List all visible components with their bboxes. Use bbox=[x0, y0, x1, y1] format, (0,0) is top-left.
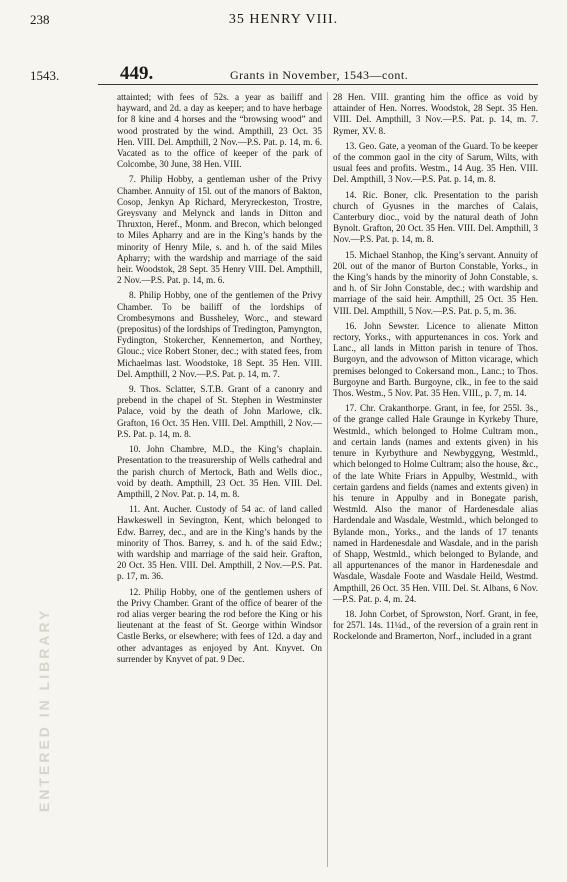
left-column bbox=[117, 92, 322, 669]
running-title: 35 HENRY VIII. bbox=[228, 12, 339, 27]
right-column bbox=[333, 92, 538, 647]
page-number: 238 bbox=[30, 12, 50, 27]
entry-paragraph: 10. John Chambre, M.D., the King’s chaplain. Presentation to the treasurership of Wells cathedral and the parish church of Mertock, Bath and Wells dioc., void by death. Ampthill, 23 Oct. 35 Hen. VIII. Del. Ampthill, 2 Nov. Pat. p. 14, m. 8. bbox=[117, 444, 322, 499]
entry-paragraph: 11. Ant. Aucher. Custody of 54 ac. of land called Hawkeswell in Sevington, Kent, which belonged to Edw. Barrey, dec., and are in the King’s hands by the minority of Thos. Barrey, s. and h. of the said Edw.; with wardship and marriage of the said heir. Grafton, 20 Oct. 35 Hen. VIII. Del. Ampthill, 2 Nov.—P.S. Pat. p. 17, m. 36. bbox=[117, 504, 322, 582]
entry-paragraph: 12. Philip Hobby, one of the gentlemen ushers of the Privy Chamber. Grant of the office of bearer of the rod alias verger bearing the rod before the King or his lieutenant at the feast of St. George within Windsor Castle Berks, or elsewhere; with fees of 12d. a day and other advantages as enjoyed by Ant. Knyvet. On surrender by Knyvet of pat. 9 Dec. bbox=[117, 586, 322, 664]
column-divider bbox=[327, 92, 328, 867]
entry-paragraph: attainted; with fees of 52s. a year as bailiff and hayward, and 2d. a day as keeper; and to have herbage for 8 kine and 4 horses and the “browsing wood” and wood prostrated by the wind. Ampthill, 23 Oct. 35 Hen. VIII. Del. Ampthill, 2 Nov.—P.S. Pat. p. 14, m. 6. Vacated as to the office of keeper of the park of Colcombe, 30 June, 38 Hen. VIII. bbox=[117, 92, 322, 170]
header-rule bbox=[98, 84, 538, 85]
entry-paragraph: 18. John Corbet, of Sprowston, Norf. Grant, in fee, for 257l. 14s. 11¼d., of the reversion of a grain rent in Rockelonde and Bramerton, Norf., included in a grant bbox=[333, 608, 538, 642]
library-stamp: ENTERED IN LIBRARY bbox=[36, 607, 52, 813]
entry-paragraph: 17. Chr. Crakanthorpe. Grant, in fee, for 255l. 3s., of the grange called Hale Graunge in Kyrkeby Thure, Westmld., which belonged to Holme Cultram mon., and certain lands (names and extents given) in his tenure in Kyrbythure and Newbyggyng, Westmld., which belonged to Holme Cultram; also the house, &c., of the late White Friars in Appulby, Westmld., with certain gardens and fields (names and extents given) in his tenure in Appulby and in Bonegate parish, Westmld. Also the manor of Hardenesdale alias Hardendale and Wasdale, Westmld., which belonged to Bylande mon., Yorks., and the lands of 17 tenants named in Hardenesdale and Wasdale, and in the parish of Shapp, Westmld., which belonged to Bylande, and all appurtenances of the manor in Hardenesdale and Wasdale, Wasdale Foote and Wasdale Heild, Westmd. Ampthill, 26 Oct. 35 Hen. VIII. Del. St. Albans, 6 Nov.—P.S. Pat. p. 4, m. 24. bbox=[333, 403, 538, 604]
entry-paragraph: 13. Geo. Gate, a yeoman of the Guard. To be keeper of the common gaol in the city of Sarum, Wilts, with usual fees and profits. Westm., 14 Aug. 35 Hen. VIII. Del. Ampthill, 3 Nov.—P.S. Pat. p. 14, m. 8. bbox=[333, 140, 538, 185]
year-margin: 1543. bbox=[30, 68, 60, 83]
document-number: 449. bbox=[120, 63, 154, 84]
entry-paragraph: 16. John Sewster. Licence to alienate Mitton rectory, Yorks., with appurtenances in cos. York and Lanc., all lands in Mitton parish in tenure of Thos. Burgoyn, and the advowson of Mitton vicarage, which premises belonged to Cokersand mon., Lanc.; to Thos. Burgoyne and Barth. Burgoyne, clk., in fee to the said Thos. Westm., 5 Nov. Pat. 35 Hen. VIII., p. 7, m. 14. bbox=[333, 320, 538, 399]
entry-paragraph: 28 Hen. VIII. granting him the office as void by attainder of Hen. Norres. Woodstok, 28 Sept. 35 Hen. VIII. Del. Ampthill, 3 Nov.—P.S. Pat. p. 14, m. 7. Rymer, XV. 8. bbox=[333, 92, 538, 136]
entry-paragraph: 15. Michael Stanhop, the King’s servant. Annuity of 20l. out of the manor of Burton Constable, Yorks., in the King’s hands by the minority of John Constable, s. and h. of Sir John Constable, dec.; with wardship and marriage of the said heir. Ampthill, 25 Oct. 35 Hen. VIII. Del. Ampthill, 5 Nov.—P.S. Pat. p. 5, m. 36. bbox=[333, 249, 538, 316]
entry-paragraph: 7. Philip Hobby, a gentleman usher of the Privy Chamber. Annuity of 15l. out of the manors of Bakton, Cosop, Jenkyn Ap Richard, Meryreckeston, Trostre, Greysvany and Melynck and lands in Ditton and Thruxton, Heref., Monm. and Brecon, which belonged to Miles Apharry and are in the King’s hands by the minority of Henry Mile, s. and h. of the said Miles Apharry; with the wardship and marriage of the said heir. Woodstok, 28 Sept. 35 Henry VIII. Del. Ampthill, 2 Nov.—P.S. Pat. p. 14, m. 6. bbox=[117, 174, 322, 286]
entry-paragraph: 8. Philip Hobby, one of the gentlemen of the Privy Chamber. To be bailiff of the lordships of Crombesymons and Bussheley, Worc., and steward (prepositus) of the lordships of Tredington, Pamyngton, Fydington, Stokercher, Kennemerton, and Northey, Glouc.; vice Robert Stoner, dec.; with stated fees, from Michaelmas last. Woodstoke, 18 Sept. 35 Hen. VIII. Del. Ampthill, 2 Nov.—P.S. Pat. p. 14, m. 7. bbox=[117, 290, 322, 379]
entry-paragraph: 14. Ric. Boner, clk. Presentation to the parish church of Gyusnes in the marches of Calais, Canterbury dioc., void by the natural death of John Bynolt. Grafton, 20 Oct. 35 Hen. VIII. Del. Ampthill, 3 Nov.—P.S. Pat. p. 14, m. 8. bbox=[333, 189, 538, 245]
entry-paragraph: 9. Thos. Sclatter, S.T.B. Grant of a canonry and prebend in the chapel of St. Stephen in Westminster Palace, void by the death of John Marlowe, clk. Grafton, 16 Oct. 35 Hen. VIII. Del. Ampthill, 2 Nov.—P.S. Pat. p. 14, m. 8. bbox=[117, 384, 322, 439]
section-heading: Grants in November, 1543—cont. bbox=[230, 68, 409, 82]
